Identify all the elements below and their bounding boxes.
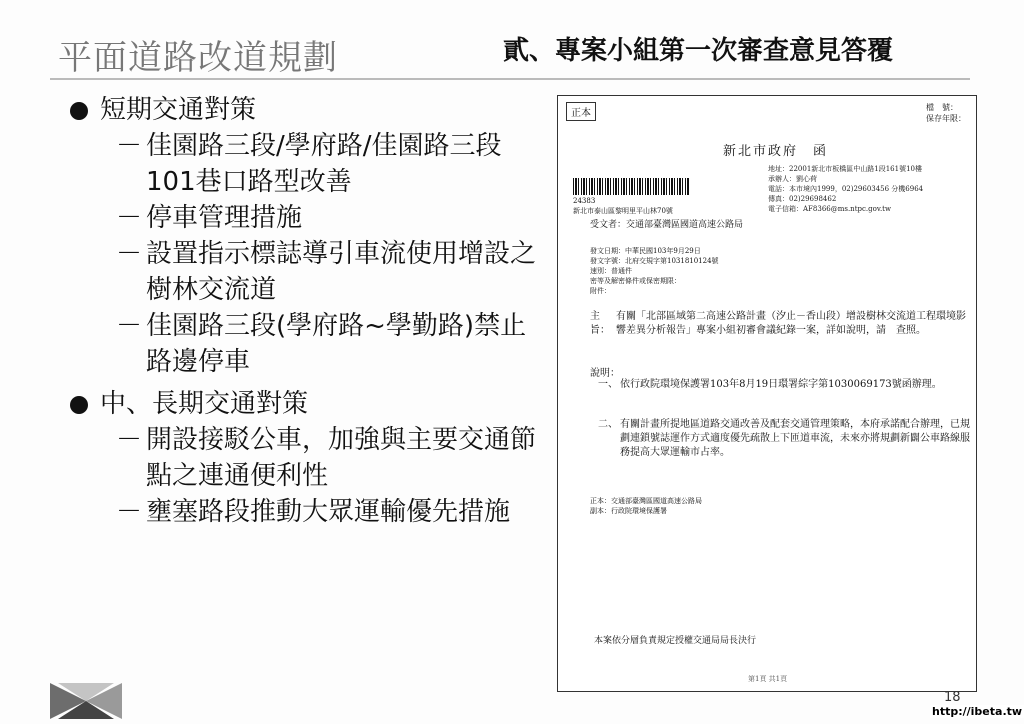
- subject: [590, 310, 970, 338]
- bullet-dot-icon: [70, 396, 88, 414]
- sub-list-short-term: [116, 128, 550, 380]
- postal-code: 24383: [573, 197, 596, 205]
- sub-item: [116, 308, 550, 380]
- contact-line: 電子信箱：AF8366@ms.ntpc.gov.tw: [768, 205, 891, 213]
- attachments: 附件：: [590, 287, 611, 295]
- dash-icon: －: [116, 203, 143, 233]
- sub-item-text: 壅塞路段推動大眾運輸優先措施: [146, 497, 511, 527]
- subject-label: 主旨：: [590, 311, 610, 336]
- dash-icon: －: [116, 311, 143, 341]
- original-to: 正本：交通部臺灣區國道高速公路局: [590, 497, 702, 505]
- barcode-icon: [573, 178, 689, 195]
- delegation-note: 本案依分層負責規定授權交通局局長決行: [594, 636, 757, 646]
- issuing-agency: 新北市政府 函: [723, 144, 829, 159]
- sub-item: [116, 236, 550, 308]
- explanation-number: 一、: [598, 379, 618, 390]
- sub-item: [116, 494, 550, 530]
- confidentiality: 密等及解密條件或保密期限：: [590, 277, 681, 285]
- priority: 速別：普通件: [590, 267, 632, 275]
- sub-list-long-term: [116, 422, 550, 530]
- scanned-official-letter: [557, 95, 977, 692]
- explanation-item: [598, 418, 970, 460]
- title-divider: [50, 78, 970, 80]
- sub-item-text: 開設接駁公車，加強與主要交通節點之連通便利性: [146, 425, 537, 491]
- watermark: http://ibeta.tw: [932, 705, 1023, 718]
- contact-line: 承辦人：劉心荷: [768, 175, 817, 183]
- original-copy-stamp: 正本: [566, 102, 596, 121]
- agency-logo-icon: [50, 683, 122, 719]
- explanation-text: 依行政院環境保護署103年8月19日環署綜字第1030069173號函辦理。: [620, 379, 942, 390]
- issue-meta: [590, 246, 719, 296]
- sub-item: [116, 128, 550, 200]
- archive-number: 檔 號：: [926, 103, 958, 112]
- explanation-item: [598, 378, 970, 392]
- sub-item-text: 佳園路三段(學府路~學勤路)禁止路邊停車: [146, 311, 527, 377]
- copy-to: 副本：行政院環境保護署: [590, 507, 667, 515]
- section-header: 貳、專案小組第一次審查意見答覆: [503, 36, 894, 66]
- recipient-address: 新北市泰山區黎明里平山林70號: [573, 207, 673, 215]
- explanation-label: 說明：: [590, 368, 620, 379]
- bullet-list: [70, 92, 550, 530]
- sub-item: [116, 200, 550, 236]
- slide-title: 平面道路改道規劃: [58, 38, 338, 78]
- dash-icon: －: [116, 239, 143, 269]
- bullet-short-term: [70, 92, 550, 128]
- agency-contact: [768, 164, 974, 214]
- document-page-code: 第1頁 共1頁: [748, 675, 788, 683]
- recipient: 受文者：交通部臺灣區國道高速公路局: [590, 220, 744, 230]
- issue-number: 發文字號：北府交規字第1031810124號: [590, 257, 719, 265]
- subject-text: 有關「北部區域第二高速公路計畫（汐止－香山段）增設樹林交流道工程環境影響差異分析報告」專案小組初審會議紀錄一案，詳如說明，請 查照。: [616, 311, 966, 336]
- distribution-list: [590, 496, 702, 516]
- page-number: 18: [944, 690, 961, 705]
- explanation-text: 有關計畫所提地區道路交通改善及配套交通管理策略，本府承諾配合辦理，已規劃連鎖號誌運作方式適度優先疏散上下匝道車流，未來亦將規劃新闢公車路線服務提高大眾運輸市占率。: [620, 419, 970, 458]
- contact-line: 電話：本市境內1999，02)29603456 分機6964: [768, 185, 924, 193]
- dash-icon: －: [116, 497, 143, 527]
- sub-item-text: 佳園路三段/學府路/佳園路三段101巷口路型改善: [146, 131, 502, 197]
- contact-line: 地址：22001新北市板橋區中山路1段161號10樓: [768, 165, 922, 173]
- bullet-heading: 中、長期交通對策: [100, 389, 309, 419]
- sub-item: [116, 422, 550, 494]
- bullet-dot-icon: [70, 102, 88, 120]
- dash-icon: －: [116, 425, 143, 455]
- bullet-long-term: [70, 386, 550, 422]
- issue-date: 發文日期：中華民國103年9月29日: [590, 247, 701, 255]
- bullet-heading: 短期交通對策: [100, 95, 257, 125]
- archive-meta: [926, 102, 966, 124]
- dash-icon: －: [116, 131, 143, 161]
- sub-item-text: 停車管理措施: [146, 203, 303, 233]
- retention-period: 保存年限：: [926, 114, 966, 123]
- explanation-number: 二、: [598, 419, 618, 430]
- contact-line: 傳真：02)29698462: [768, 195, 837, 203]
- sub-item-text: 設置指示標誌導引車流使用增設之樹林交流道: [146, 239, 537, 305]
